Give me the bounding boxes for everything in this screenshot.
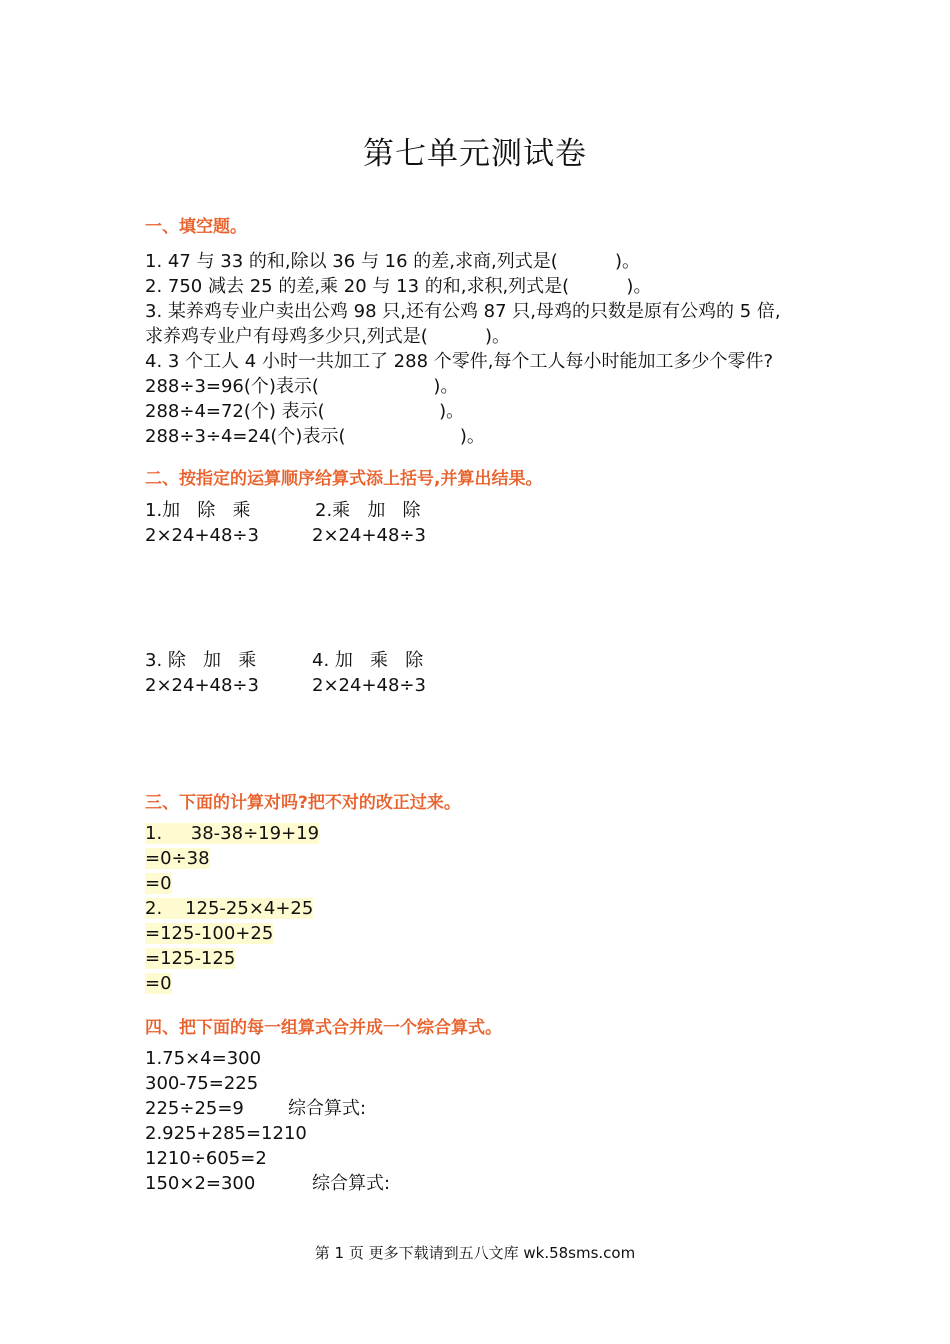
- check-line-7: [145, 971, 172, 996]
- fill-line-5: 4. 3 个工人 4 小时一共加工了 288 个零件,每个工人每小时能加工多少个零件?: [145, 351, 774, 372]
- check-line-7-text: =0: [145, 973, 172, 994]
- check-line-2-text: =0÷38: [145, 848, 210, 869]
- check-line-5: [145, 921, 273, 946]
- fill-line-7: 288÷4=72(个) 表示( )。: [145, 401, 465, 422]
- check-line-2: [145, 846, 210, 871]
- check-line-1-text: 1. 38-38÷19+19: [145, 823, 320, 844]
- check-line-3-text: =0: [145, 873, 172, 894]
- order-q2-expr: 2×24+48÷3: [312, 525, 426, 546]
- combine-label-2: 综合算式:: [312, 1173, 391, 1194]
- check-line-6: [145, 946, 235, 971]
- fill-line-6: 288÷3=96(个)表示( )。: [145, 376, 459, 397]
- fill-line-4: 求养鸡专业户有母鸡多少只,列式是( )。: [145, 326, 510, 347]
- fill-line-3: 3. 某养鸡专业户卖出公鸡 98 只,还有公鸡 87 只,母鸡的只数是原有公鸡的 5 倍,: [145, 301, 781, 322]
- check-line-4: [145, 896, 313, 921]
- check-line-1: [145, 821, 319, 846]
- section-heading-order: 二、按指定的运算顺序给算式添上括号,并算出结果。: [145, 469, 543, 489]
- section-heading-combine: 四、把下面的每一组算式合并成一个综合算式。: [145, 1018, 502, 1038]
- check-line-3: [145, 871, 172, 896]
- order-q2-label: 2.乘 加 除: [315, 500, 421, 521]
- order-q4-label: 4. 加 乘 除: [312, 650, 424, 671]
- fill-line-1: 1. 47 与 33 的和,除以 36 与 16 的差,求商,列式是( )。: [145, 251, 640, 272]
- combine-line-6: 150×2=300: [145, 1173, 256, 1194]
- order-q1-expr: 2×24+48÷3: [145, 525, 259, 546]
- section-heading-fill: 一、填空题。: [145, 217, 247, 237]
- combine-line-4: 2.925+285=1210: [145, 1123, 307, 1144]
- check-line-4-text: 2. 125-25×4+25: [145, 898, 314, 919]
- fill-line-2: 2. 750 减去 25 的差,乘 20 与 13 的和,求积,列式是( )。: [145, 276, 652, 297]
- check-line-6-text: =125-125: [145, 948, 236, 969]
- page-footer: 第 1 页 更多下载请到五八文库 wk.58sms.com: [314, 1244, 636, 1262]
- order-q1-label: 1.加 除 乘: [145, 500, 251, 521]
- page-title: 第七单元测试卷: [363, 136, 587, 172]
- combine-line-2: 300-75=225: [145, 1073, 259, 1094]
- combine-line-1: 1.75×4=300: [145, 1048, 262, 1069]
- combine-line-5: 1210÷605=2: [145, 1148, 267, 1169]
- check-line-5-text: =125-100+25: [145, 923, 274, 944]
- order-q3-label: 3. 除 加 乘: [145, 650, 257, 671]
- section-heading-check: 三、下面的计算对吗?把不对的改正过来。: [145, 793, 461, 813]
- order-q4-expr: 2×24+48÷3: [312, 675, 426, 696]
- order-q3-expr: 2×24+48÷3: [145, 675, 259, 696]
- combine-label-1: 综合算式:: [288, 1098, 367, 1119]
- combine-line-3: 225÷25=9: [145, 1098, 244, 1119]
- fill-line-8: 288÷3÷4=24(个)表示( )。: [145, 426, 485, 447]
